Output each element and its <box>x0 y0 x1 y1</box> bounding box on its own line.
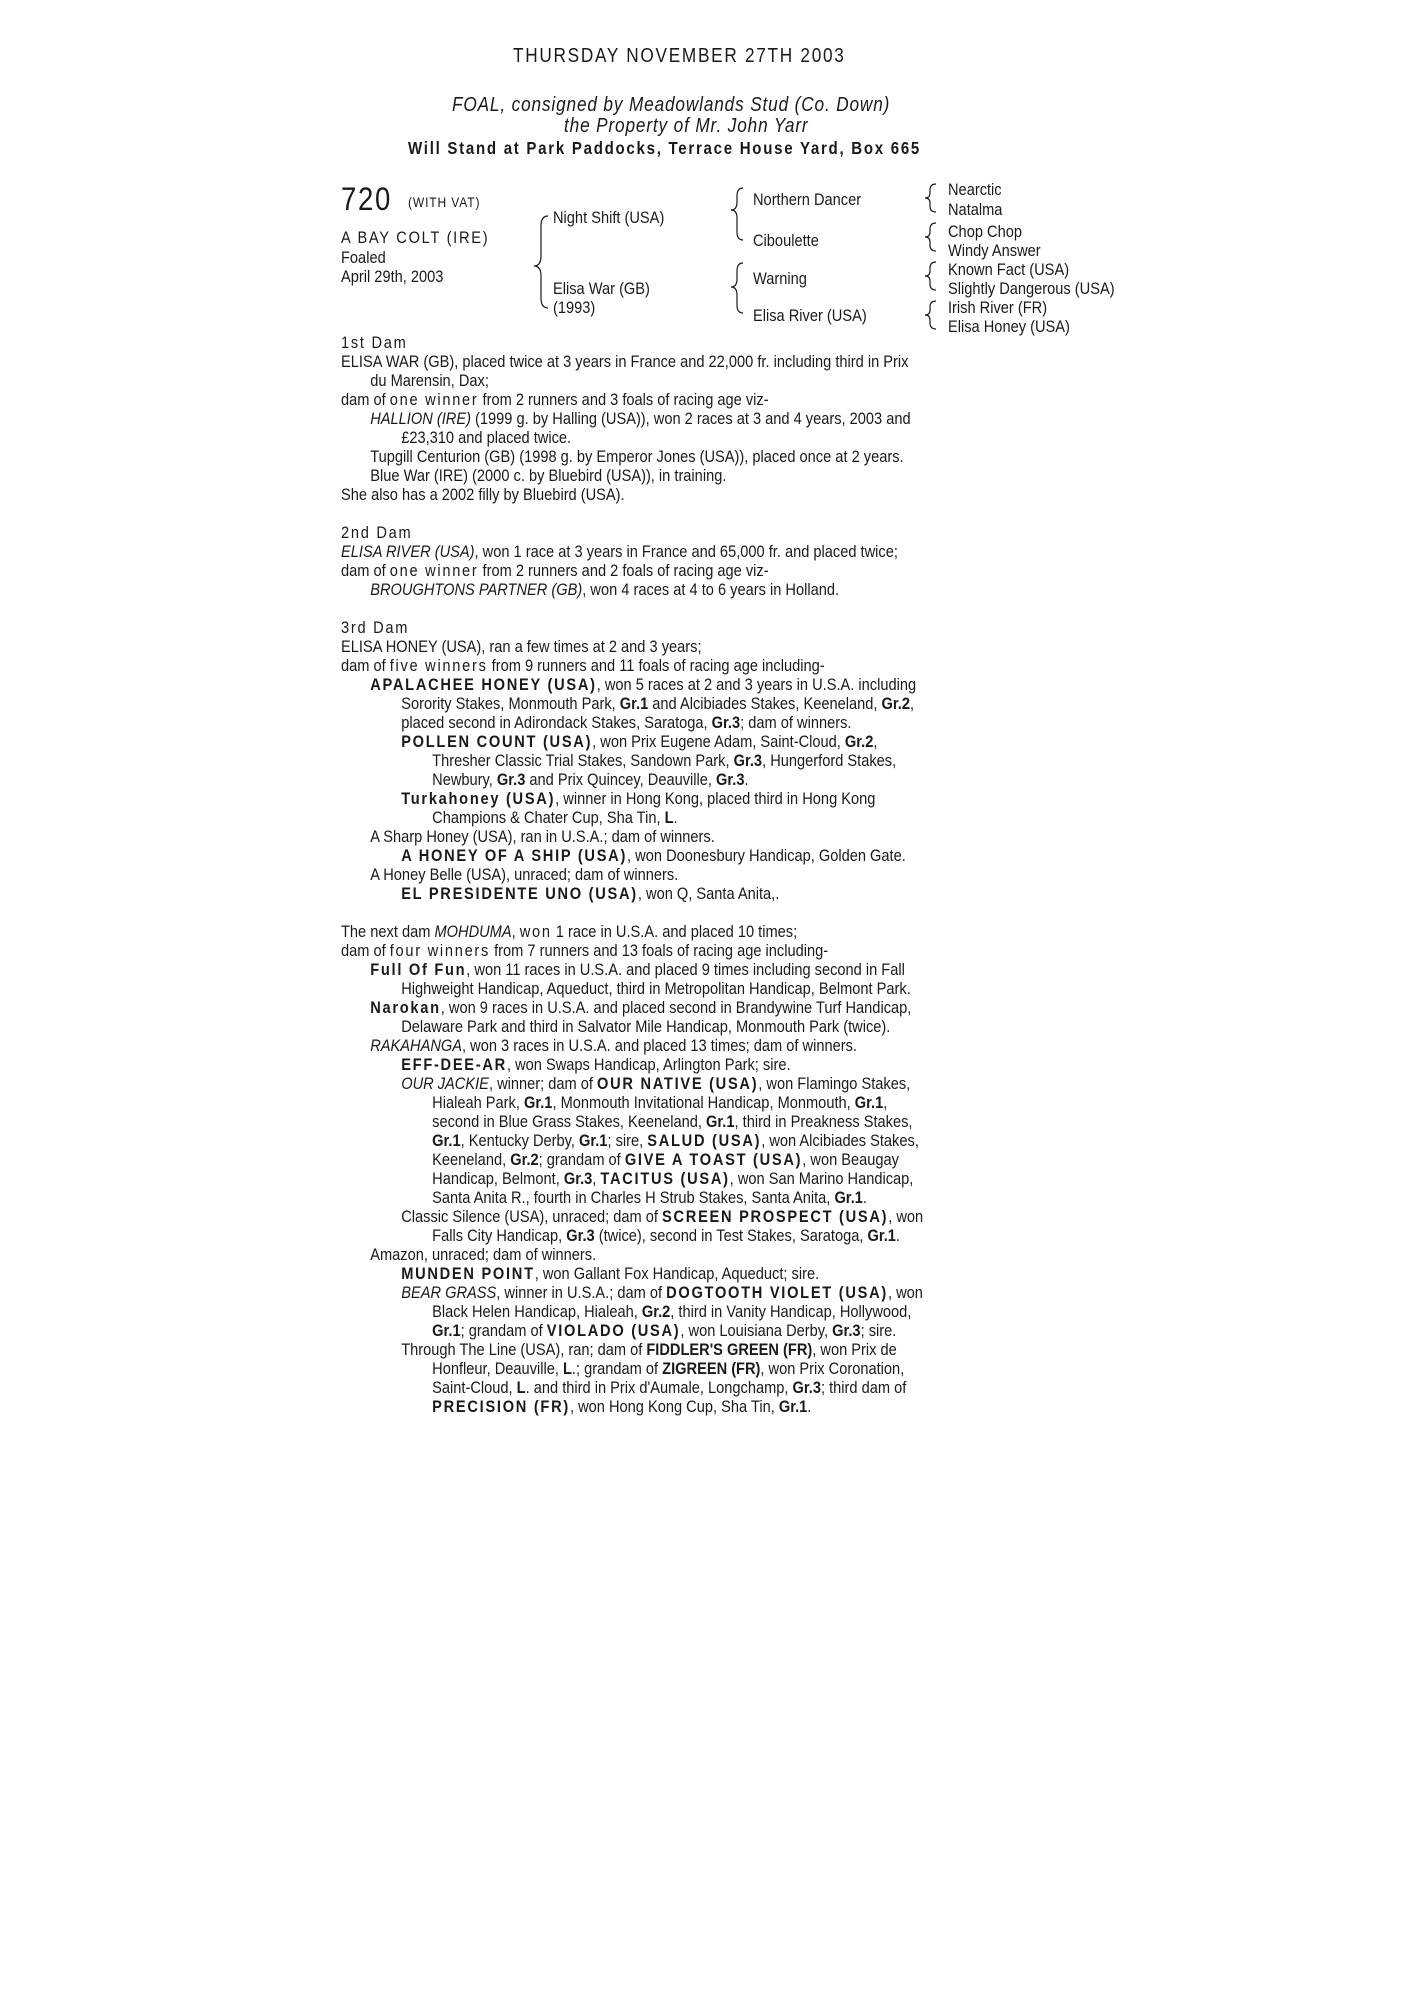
third-dam-line: POLLEN COUNT (USA), won Prix Eugene Adam, Saint-Cloud, Gr.2, <box>401 732 878 751</box>
next-dam-line: Keeneland, Gr.2; grandam of GIVE A TOAST (USA), won Beaugay <box>432 1150 899 1169</box>
lot-number: 720 <box>341 181 393 217</box>
next-dam-line: Honfleur, Deauville, L.; grandam of ZIGREEN (FR), won Prix Coronation, <box>432 1359 905 1378</box>
first-dam-line: Blue War (IRE) (2000 c. by Bluebird (USA)), in training. <box>370 466 727 485</box>
pedigree-brackets <box>0 0 1413 340</box>
pedigree-gen3-7: Irish River (FR) <box>948 298 1048 317</box>
pedigree-sire: Night Shift (USA) <box>553 208 665 227</box>
first-dam-line: HALLION (IRE) (1999 g. by Halling (USA)), won 2 races at 3 and 4 years, 2003 and <box>370 409 911 428</box>
foaled-label: Foaled <box>341 248 386 267</box>
third-dam-line: APALACHEE HONEY (USA), won 5 races at 2 and 3 years in U.S.A. including <box>370 675 917 694</box>
second-dam-line: dam of one winner from 2 runners and 2 foals of racing age viz- <box>341 561 769 580</box>
foaled-date: April 29th, 2003 <box>341 267 444 286</box>
second-dam-heading: 2nd Dam <box>341 523 413 542</box>
first-dam-line: du Marensin, Dax; <box>370 371 489 390</box>
first-dam-heading: 1st Dam <box>341 333 408 352</box>
third-dam-line: A Sharp Honey (USA), ran in U.S.A.; dam of winners. <box>370 827 715 846</box>
next-dam-line: Narokan, won 9 races in U.S.A. and placed second in Brandywine Turf Handicap, <box>370 998 912 1017</box>
pedigree-gen3-5: Known Fact (USA) <box>948 260 1070 279</box>
pedigree-gen3-3: Chop Chop <box>948 222 1022 241</box>
third-dam-line: dam of five winners from 9 runners and 11 foals of racing age including- <box>341 656 825 675</box>
next-dam-line: Black Helen Handicap, Hialeah, Gr.2, third in Vanity Handicap, Hollywood, <box>432 1302 912 1321</box>
pedigree-gen3-4: Windy Answer <box>948 241 1041 260</box>
next-dam-line: Classic Silence (USA), unraced; dam of SCREEN PROSPECT (USA), won <box>401 1207 924 1226</box>
first-dam-line: She also has a 2002 filly by Bluebird (USA). <box>341 485 625 504</box>
next-dam-line: BEAR GRASS, winner in U.S.A.; dam of DOGTOOTH VIOLET (USA), won <box>401 1283 923 1302</box>
next-dam-line: Amazon, unraced; dam of winners. <box>370 1245 597 1264</box>
next-dam-line: Gr.1; grandam of VIOLADO (USA), won Louisiana Derby, Gr.3; sire. <box>432 1321 897 1340</box>
third-dam-line: A HONEY OF A SHIP (USA), won Doonesbury Handicap, Golden Gate. <box>401 846 906 865</box>
next-dam-line: PRECISION (FR), won Hong Kong Cup, Sha Tin, Gr.1. <box>432 1397 812 1416</box>
next-dam-line: Gr.1, Kentucky Derby, Gr.1; sire, SALUD (USA), won Alcibiades Stakes, <box>432 1131 919 1150</box>
third-dam-line: EL PRESIDENTE UNO (USA), won Q, Santa Anita,. <box>401 884 780 903</box>
pedigree-gen3-1: Nearctic <box>948 180 1002 199</box>
first-dam-line: £23,310 and placed twice. <box>401 428 572 447</box>
next-dam-line: dam of four winners from 7 runners and 13 foals of racing age including- <box>341 941 829 960</box>
next-dam-line: The next dam MOHDUMA, won 1 race in U.S.A. and placed 10 times; <box>341 922 798 941</box>
lot-vat-note: (WITH VAT) <box>408 194 481 210</box>
next-dam-line: EFF-DEE-AR, won Swaps Handicap, Arlington Park; sire. <box>401 1055 791 1074</box>
next-dam-line: MUNDEN POINT, won Gallant Fox Handicap, Aqueduct; sire. <box>401 1264 820 1283</box>
first-dam-line: Tupgill Centurion (GB) (1998 g. by Emperor Jones (USA)), placed once at 2 years. <box>370 447 904 466</box>
pedigree-dam-sire: Warning <box>753 269 807 288</box>
first-dam-line: dam of one winner from 2 runners and 3 foals of racing age viz- <box>341 390 769 409</box>
third-dam-line: Sorority Stakes, Monmouth Park, Gr.1 and Alcibiades Stakes, Keeneland, Gr.2, <box>401 694 915 713</box>
pedigree-gen3-2: Natalma <box>948 200 1003 219</box>
next-dam-line: Full Of Fun, won 11 races in U.S.A. and placed 9 times including second in Fall <box>370 960 905 979</box>
next-dam-line: OUR JACKIE, winner; dam of OUR NATIVE (USA), won Flamingo Stakes, <box>401 1074 911 1093</box>
first-dam-line: ELISA WAR (GB), placed twice at 3 years in France and 22,000 fr. including third in Prix <box>341 352 909 371</box>
produce-record <box>341 333 1081 1416</box>
third-dam-heading: 3rd Dam <box>341 618 410 637</box>
second-dam-line: BROUGHTONS PARTNER (GB), won 4 races at 4 to 6 years in Holland. <box>370 580 840 599</box>
next-dam-line: Falls City Handicap, Gr.3 (twice), second in Test Stakes, Saratoga, Gr.1. <box>432 1226 900 1245</box>
pedigree-gen3-6: Slightly Dangerous (USA) <box>948 279 1115 298</box>
next-dam-line: RAKAHANGA, won 3 races in U.S.A. and placed 13 times; dam of winners. <box>370 1036 857 1055</box>
lot-description: A BAY COLT (IRE) <box>341 228 490 247</box>
third-dam-line: A Honey Belle (USA), unraced; dam of winners. <box>370 865 679 884</box>
stabling-line: Will Stand at Park Paddocks, Terrace House Yard, Box 665 <box>408 138 922 158</box>
pedigree-dam-year: (1993) <box>553 298 596 317</box>
next-dam-line: Delaware Park and third in Salvator Mile Handicap, Monmouth Park (twice). <box>401 1017 891 1036</box>
third-dam-line: Turkahoney (USA), winner in Hong Kong, placed third in Hong Kong <box>401 789 876 808</box>
third-dam-line: Thresher Classic Trial Stakes, Sandown Park, Gr.3, Hungerford Stakes, <box>432 751 897 770</box>
third-dam-line: Newbury, Gr.3 and Prix Quincey, Deauville, Gr.3. <box>432 770 749 789</box>
next-dam-line: Highweight Handicap, Aqueduct, third in Metropolitan Handicap, Belmont Park. <box>401 979 911 998</box>
third-dam-line: ELISA HONEY (USA), ran a few times at 2 and 3 years; <box>341 637 702 656</box>
owner-line: the Property of Mr. John Yarr <box>564 115 809 137</box>
pedigree-sire-dam: Ciboulette <box>753 231 819 250</box>
next-dam-line: second in Blue Grass Stakes, Keeneland, Gr.1, third in Preakness Stakes, <box>432 1112 913 1131</box>
next-dam-line: Hialeah Park, Gr.1, Monmouth Invitational Handicap, Monmouth, Gr.1, <box>432 1093 888 1112</box>
next-dam-line: Saint-Cloud, L. and third in Prix d'Aumale, Longchamp, Gr.3; third dam of <box>432 1378 907 1397</box>
next-dam-line: Through The Line (USA), ran; dam of FIDDLER'S GREEN (FR), won Prix de <box>401 1340 897 1359</box>
next-dam-line: Handicap, Belmont, Gr.3, TACITUS (USA), won San Marino Handicap, <box>432 1169 914 1188</box>
third-dam-line: placed second in Adirondack Stakes, Saratoga, Gr.3; dam of winners. <box>401 713 852 732</box>
consignor-line: FOAL, consigned by Meadowlands Stud (Co. Down) <box>451 94 890 116</box>
sale-date: THURSDAY NOVEMBER 27TH 2003 <box>513 45 846 67</box>
third-dam-line: Champions & Chater Cup, Sha Tin, L. <box>432 808 678 827</box>
second-dam-line: ELISA RIVER (USA), won 1 race at 3 years in France and 65,000 fr. and placed twice; <box>341 542 898 561</box>
pedigree-dam: Elisa War (GB) <box>553 279 650 298</box>
pedigree-sire-sire: Northern Dancer <box>753 190 862 209</box>
pedigree-dam-dam: Elisa River (USA) <box>753 306 867 325</box>
next-dam-line: Santa Anita R., fourth in Charles H Strub Stakes, Santa Anita, Gr.1. <box>432 1188 867 1207</box>
pedigree-gen3-8: Elisa Honey (USA) <box>948 317 1070 336</box>
